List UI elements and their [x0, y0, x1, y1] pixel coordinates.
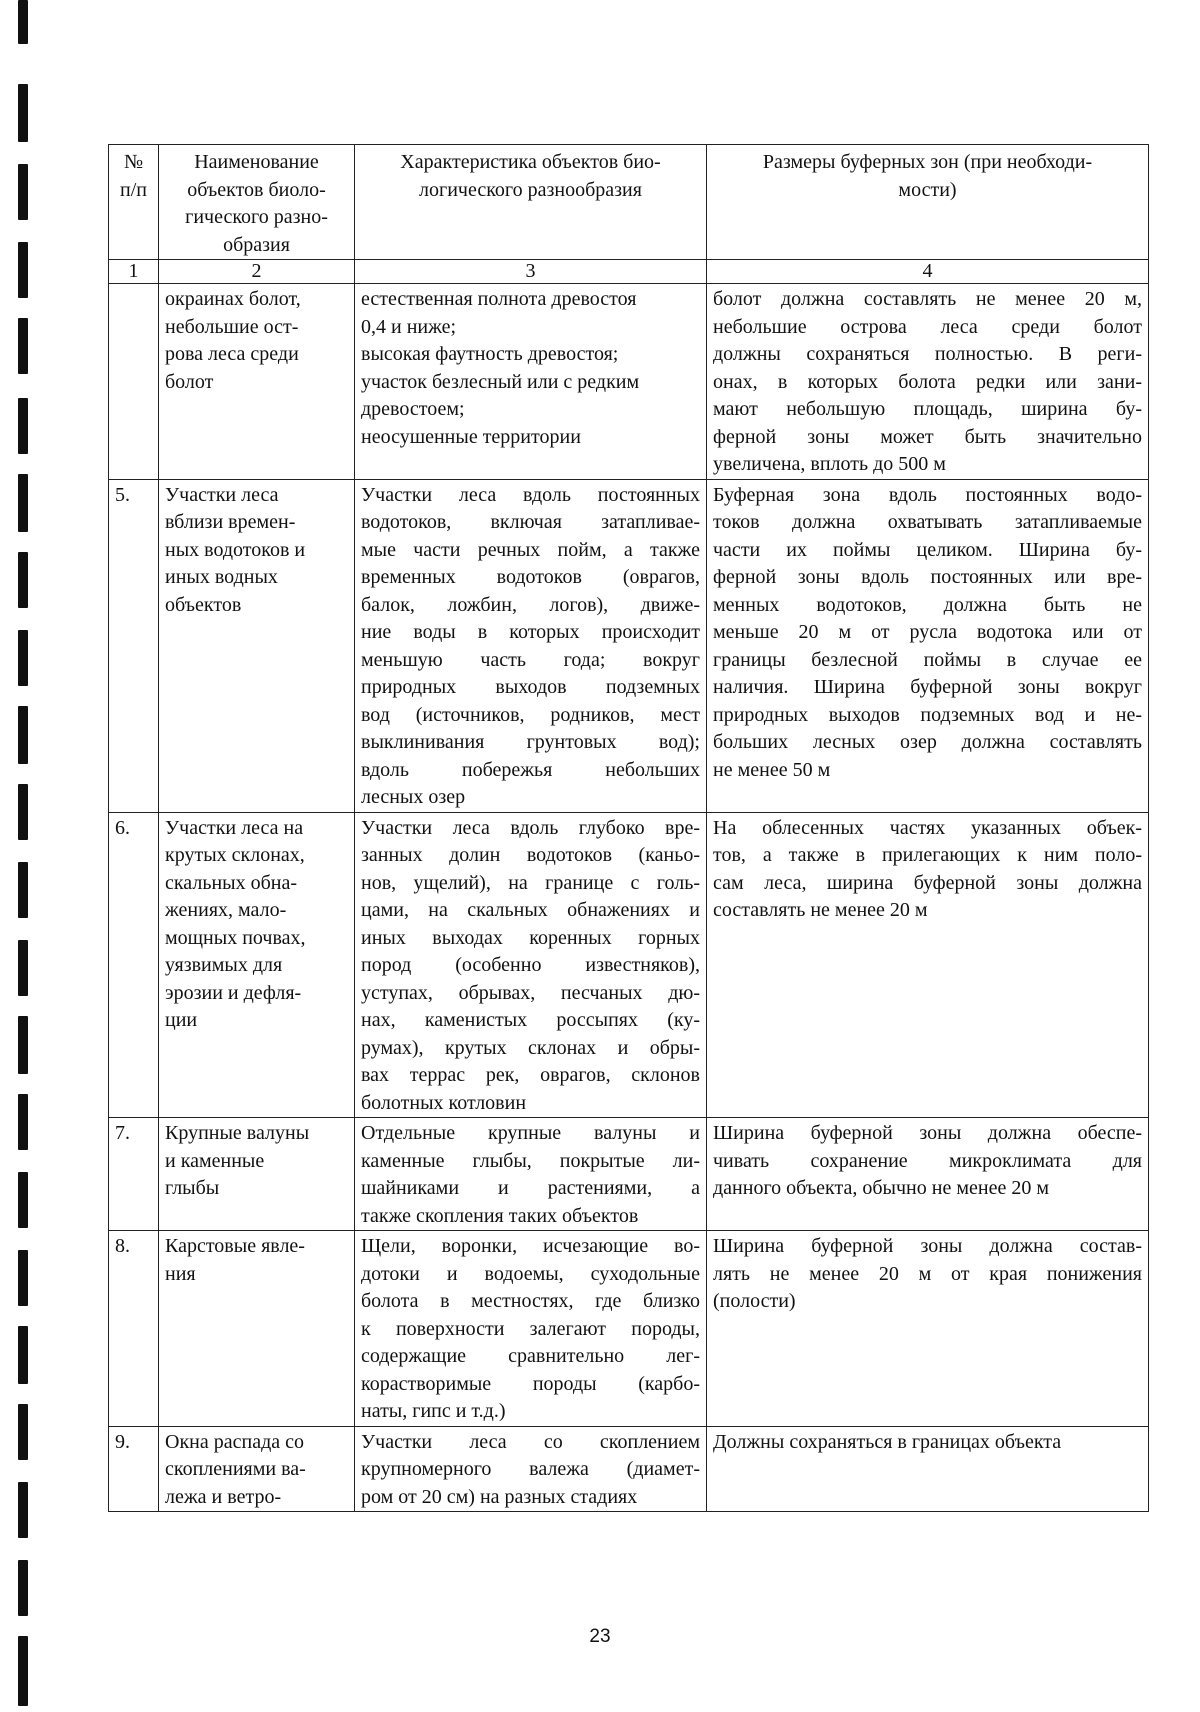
row-name: окраинах болот, небольшие ост- рова леса среди болот	[159, 284, 355, 480]
header-name: Наименование объектов биоло- гического разно- образия	[159, 145, 355, 260]
header-characteristic: Характеристика объектов био- логического разнообразия	[355, 145, 707, 260]
row-buffer: Должны сохраняться в границах объекта	[707, 1426, 1149, 1512]
table-row	[109, 1426, 1149, 1512]
row-number	[109, 284, 159, 480]
row-characteristic: Участки леса вдоль постоянных водотоков, включая затапливае- мые части речных пойм, а также временных водотоков (оврагов, балок, ложбин, логов), движе- ние воды в которых происходит меньшую часть года; вокруг природных выходов подземных вод (источников, родников, мест выклинивания грунтовых вод); вдоль побережья небольших лесных озер	[355, 479, 707, 812]
table-row	[109, 1231, 1149, 1427]
row-name: Окна распада со скоплениями ва- лежа и ветро-	[159, 1426, 355, 1512]
table-row	[109, 812, 1149, 1118]
row-characteristic: Отдельные крупные валуны и каменные глыбы, покрытые ли- шайниками и растениями, а также скопления таких объектов	[355, 1118, 707, 1231]
biodiversity-table	[108, 144, 1149, 1512]
row-number: 5.	[109, 479, 159, 812]
column-number: 1	[109, 260, 159, 284]
row-characteristic: Участки леса вдоль глубоко вре- занных долин водотоков (каньо- нов, ущелий), на границе с голь- цами, на скальных обнажениях и иных выходах коренных горных пород (особенно известняков), уступах, обрывах, песчаных дю- нах, каменистых россыпях (ку- румах), крутых склонах и обры- вах террас рек, оврагов, склонов болотных котловин	[355, 812, 707, 1118]
header-number: № п/п	[109, 145, 159, 260]
column-number: 3	[355, 260, 707, 284]
row-buffer: Ширина буферной зоны должна обеспе- чивать сохранение микроклимата для данного объекта, обычно не менее 20 м	[707, 1118, 1149, 1231]
row-name: Участки леса на крутых склонах, скальных обна- жениях, мало- мощных почвах, уязвимых для эрозии и дефля- ции	[159, 812, 355, 1118]
page-number: 23	[589, 1626, 611, 1647]
column-number: 4	[707, 260, 1149, 284]
row-number: 9.	[109, 1426, 159, 1512]
column-number: 2	[159, 260, 355, 284]
binding-strip	[10, 0, 40, 1712]
row-characteristic: Участки леса со скоплением крупномерного валежа (диамет- ром от 20 см) на разных стадиях	[355, 1426, 707, 1512]
table-header-row	[109, 145, 1149, 260]
header-buffer: Размеры буферных зон (при необходи- мости)	[707, 145, 1149, 260]
table-row	[109, 284, 1149, 480]
row-number: 6.	[109, 812, 159, 1118]
table-row	[109, 479, 1149, 812]
table-row	[109, 1118, 1149, 1231]
column-number-row	[109, 260, 1149, 284]
row-number: 7.	[109, 1118, 159, 1231]
row-name: Участки леса вблизи времен- ных водотоков и иных водных объектов	[159, 479, 355, 812]
row-buffer: болот должна составлять не менее 20 м, небольшие острова леса среди болот должны сохраняться полностью. В реги- онах, в которых болота редки или зани- мают небольшую площадь, ширина бу- ферной зоны может быть значительно увеличена, вплоть до 500 м	[707, 284, 1149, 480]
row-buffer: Буферная зона вдоль постоянных водо- токов должна охватывать затапливаемые части их поймы целиком. Ширина бу- ферной зоны вдоль постоянных или вре- менных водотоков, должна быть не меньше 20 м от русла водотока или от границы безлесной поймы в случае ее наличия. Ширина буферной зоны вокруг природных выходов подземных вод и не- больших лесных озер должна составлять не менее 50 м	[707, 479, 1149, 812]
row-number: 8.	[109, 1231, 159, 1427]
row-name: Крупные валуны и каменные глыбы	[159, 1118, 355, 1231]
row-name: Карстовые явле- ния	[159, 1231, 355, 1427]
row-buffer: Ширина буферной зоны должна состав- лять не менее 20 м от края понижения (полости)	[707, 1231, 1149, 1427]
row-characteristic: Щели, воронки, исчезающие во- дотоки и водоемы, суходольные болота в местностях, где близко к поверхности залегают породы, содержащие сравнительно лег- корастворимые породы (карбо- наты, гипс и т.д.)	[355, 1231, 707, 1427]
row-buffer: На облесенных частях указанных объек- тов, а также в прилегающих к ним поло- сам леса, ширина буферной зоны должна составлять не менее 20 м	[707, 812, 1149, 1118]
row-characteristic: естественная полнота древостоя 0,4 и ниже; высокая фаутность древостоя; участок безлесный или с редким древостоем; неосушенные территории	[355, 284, 707, 480]
